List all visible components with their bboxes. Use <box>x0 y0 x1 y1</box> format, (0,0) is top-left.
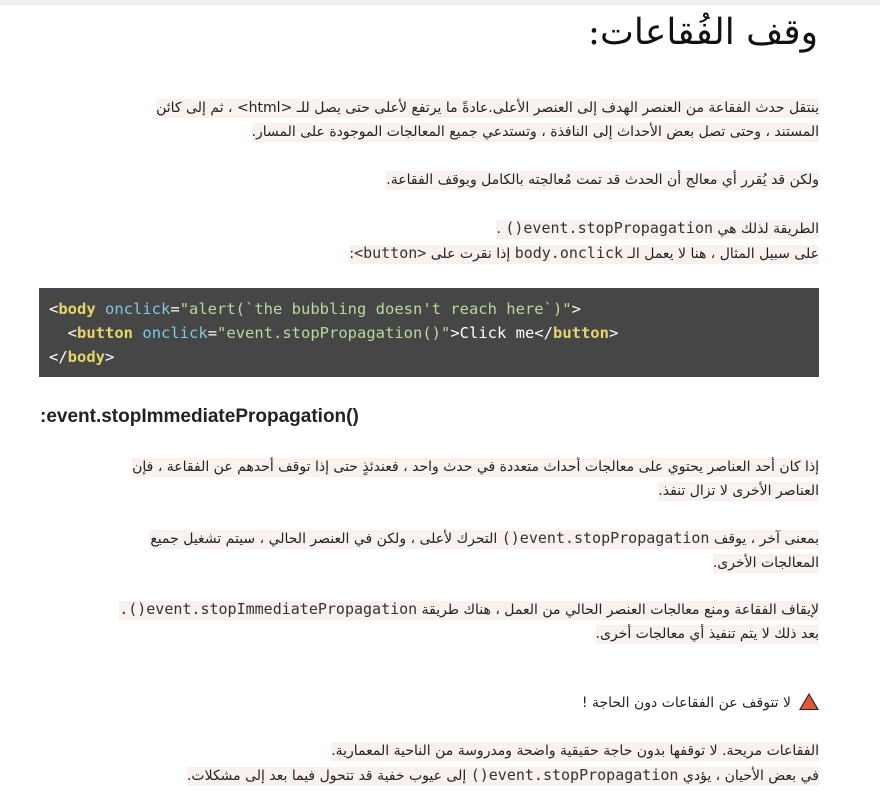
paragraph-bubbling-intro <box>156 96 819 144</box>
inline-code: body.onclick <box>514 244 624 262</box>
code-attr: onclick <box>105 300 171 318</box>
top-border <box>0 0 880 5</box>
text: في بعض الأحيان ، يؤدي <box>682 768 819 784</box>
paragraph-line: ينتقل حدث الفقاعة من العنصر الهدف إلى العنصر الأعلى.عادةً ما يرتفع لأعلى حتى يصل للـ ‎<html>‎ ، ثم إلى كائن <box>156 100 819 116</box>
warning-text: لا تتوقف عن الفقاعات دون الحاجة ! <box>581 695 791 711</box>
code-token: = <box>170 300 180 318</box>
paragraph-multiple-handlers <box>132 455 819 503</box>
paragraph-line: بعد ذلك لا يتم تنفيذ أي معالجات أخرى. <box>595 626 819 642</box>
section-heading: :event.stopImmediatePropagation() <box>40 406 359 427</box>
text: إلى عيوب خفية قد تتحول فيما بعد إلى مشكلات. <box>186 768 467 784</box>
text: بمعنى آخر ، يوقف <box>713 531 819 547</box>
code-token: >Click me</ <box>450 324 553 342</box>
code-token: </ <box>49 348 68 366</box>
paragraph-bubbling-convenient <box>187 739 819 788</box>
inline-code: event.stopPropagation() <box>505 219 714 237</box>
paragraph-line: إذا كان أحد العناصر يحتوي على معالجات أحداث متعددة في حدث واحد ، فعندئذٍ حتى إذا توقف أحدهم عن الفقاعة ، فإن <box>132 459 819 475</box>
paragraph-line: ولكن قد يُقرر أي معالج أن الحدث قد تمت مُعالجته بالكامل ويوقف الفقاعة. <box>386 172 819 188</box>
code-token: < <box>67 324 78 342</box>
paragraph-line <box>119 601 819 620</box>
inline-code: event.stopPropagation() <box>501 529 710 547</box>
text: . <box>496 221 501 237</box>
paragraph-line: المعالجات الأخرى. <box>712 555 819 571</box>
code-tag: body <box>58 300 96 318</box>
text: : <box>349 246 355 262</box>
inline-code: <button> <box>354 244 427 262</box>
text: لإيقاف الفقاعة ومنع معالجات العنصر الحالي من العمل ، هناك طريقة <box>421 602 819 618</box>
code-token: > <box>105 348 115 366</box>
paragraph-line: الفقاعات مريحة. لا توقفها بدون حاجة حقيقية واضحة ومدروسة من الناحية المعمارية. <box>331 743 819 759</box>
code-token: > <box>608 324 619 342</box>
code-token: > <box>571 300 581 318</box>
paragraph-line <box>496 220 819 239</box>
code-tag: body <box>67 348 105 366</box>
code-tag: button <box>77 324 134 342</box>
code-token: = <box>207 324 218 342</box>
inline-code: event.stopImmediatePropagation(). <box>119 600 418 618</box>
text: إذا نقرت على <box>430 246 511 262</box>
text: التحرك لأعلى ، ولكن في العنصر الحالي ، سيتم تشغيل جميع <box>150 531 498 547</box>
code-token: < <box>49 300 59 318</box>
warning-note <box>582 691 819 715</box>
code-tag: button <box>552 324 609 342</box>
paragraph-line: المستند ، وحتى تصل بعض الأحداث إلى النافذة ، وتستدعي جميع المعالجات الموجودة على المسار. <box>251 124 819 140</box>
inline-code: event.stopPropagation() <box>470 766 679 784</box>
code-indent <box>49 324 68 342</box>
paragraph-stop-bubbling <box>386 168 819 192</box>
paragraph-immediate <box>119 597 819 646</box>
text: على سبيل المثال ، هنا لا يعمل الـ <box>627 246 819 262</box>
code-attr: onclick <box>142 324 208 342</box>
paragraph-method <box>349 216 819 266</box>
code-block <box>39 288 819 377</box>
paragraph-line <box>349 245 819 264</box>
paragraph-in-other-words <box>150 526 819 575</box>
paragraph-line <box>150 530 819 549</box>
paragraph-line: العناصر الأخرى لا تزال تنفذ. <box>658 483 819 499</box>
warning-icon <box>799 693 819 710</box>
paragraph-line <box>187 767 819 786</box>
page-title: وقف الفُقاعات: <box>587 12 818 53</box>
code-string: "alert(`the bubbling doesn't reach here`)" <box>179 300 572 318</box>
code-string: "event.stopPropagation()" <box>217 324 451 342</box>
text: الطريقة لذلك هي <box>717 221 819 237</box>
